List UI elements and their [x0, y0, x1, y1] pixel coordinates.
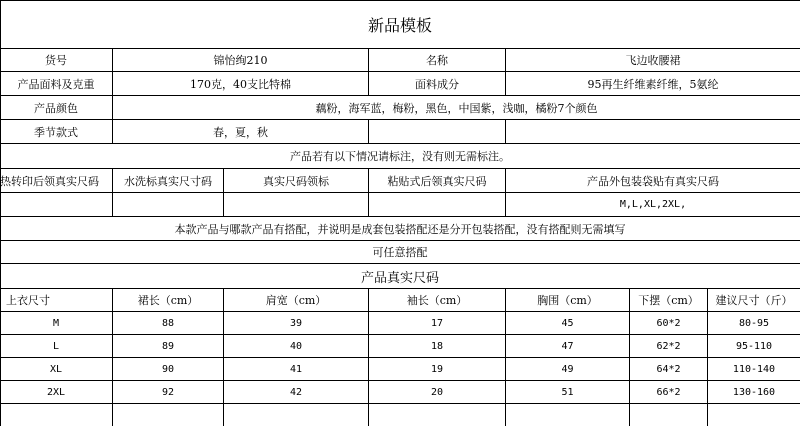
- size-row-2xl-bust: 51: [506, 381, 630, 404]
- size-row-2xl-skirt-length: 92: [113, 381, 224, 404]
- size-row-empty-bust: [506, 404, 630, 426]
- size-row-m-shoulder-width: 39: [224, 312, 369, 335]
- fabric-weight-label: 产品面料及克重: [0, 72, 113, 96]
- size-row-2xl-recommended-weight: 130-160: [708, 381, 800, 404]
- size-notice-col2: 水洗标真实尺寸码: [113, 169, 224, 193]
- fabric-weight-value: 170克，40支比特棉: [113, 72, 369, 96]
- size-row-m-bust: 45: [506, 312, 630, 335]
- matching-value: 可任意搭配: [0, 241, 800, 264]
- matching-note: 本款产品与哪款产品有搭配，并说明是成套包装搭配还是分开包装搭配，没有搭配则无需填写: [0, 217, 800, 241]
- size-row-empty-skirt-length: [113, 404, 224, 426]
- composition-value: 95再生纤维素纤维，5氨纶: [506, 72, 800, 96]
- size-row-xl-hem: 64*2: [630, 358, 708, 381]
- size-row-l-hem: 62*2: [630, 335, 708, 358]
- size-notice-val3: [224, 193, 369, 217]
- size-header-recommended-weight: 建议尺寸（斤）: [708, 289, 800, 312]
- size-row-m-recommended-weight: 80-95: [708, 312, 800, 335]
- season-value: 春，夏，秋: [113, 120, 369, 144]
- size-row-l-recommended-weight: 95-110: [708, 335, 800, 358]
- color-label: 产品颜色: [0, 96, 113, 120]
- size-notice-col5: 产品外包装袋贴有真实尺码: [506, 169, 800, 193]
- name-value: 飞边收腰裙: [506, 49, 800, 72]
- item-no-label: 货号: [0, 49, 113, 72]
- season-label: 季节款式: [0, 120, 113, 144]
- name-label: 名称: [369, 49, 506, 72]
- size-row-xl-skirt-length: 90: [113, 358, 224, 381]
- size-notice-val2: [113, 193, 224, 217]
- size-row-empty-recommended-weight: [708, 404, 800, 426]
- season-empty-2: [506, 120, 800, 144]
- item-no-value: 锦怡绚210: [113, 49, 369, 72]
- size-row-2xl-sleeve-length: 20: [369, 381, 506, 404]
- size-header-bust: 胸围（cm）: [506, 289, 630, 312]
- size-row-empty-sleeve-length: [369, 404, 506, 426]
- size-notice-col1: 热转印后领真实尺码: [0, 169, 113, 193]
- size-header-hem: 下摆（cm）: [630, 289, 708, 312]
- size-header-sleeve-length: 袖长（cm）: [369, 289, 506, 312]
- size-notice-col3: 真实尺码领标: [224, 169, 369, 193]
- size-row-2xl-size: 2XL: [0, 381, 113, 404]
- size-row-m-size: M: [0, 312, 113, 335]
- size-row-l-bust: 47: [506, 335, 630, 358]
- size-row-empty-size: [0, 404, 113, 426]
- size-row-l-sleeve-length: 18: [369, 335, 506, 358]
- size-notice-col5-value: M,L,XL,2XL,: [506, 193, 800, 217]
- size-row-m-sleeve-length: 17: [369, 312, 506, 335]
- size-row-xl-sleeve-length: 19: [369, 358, 506, 381]
- size-row-xl-shoulder-width: 41: [224, 358, 369, 381]
- size-row-xl-recommended-weight: 110-140: [708, 358, 800, 381]
- size-header-size: 上衣尺寸: [0, 289, 113, 312]
- size-row-m-hem: 60*2: [630, 312, 708, 335]
- composition-label: 面料成分: [369, 72, 506, 96]
- season-empty-1: [369, 120, 506, 144]
- size-notice-val1: [0, 193, 113, 217]
- size-notice-col4: 粘贴式后领真实尺码: [369, 169, 506, 193]
- size-row-l-size: L: [0, 335, 113, 358]
- size-row-m-skirt-length: 88: [113, 312, 224, 335]
- size-row-l-skirt-length: 89: [113, 335, 224, 358]
- size-row-2xl-hem: 66*2: [630, 381, 708, 404]
- size-header-shoulder-width: 肩宽（cm）: [224, 289, 369, 312]
- size-chart-title: 产品真实尺码: [0, 264, 800, 289]
- size-row-xl-size: XL: [0, 358, 113, 381]
- size-header-skirt-length: 裙长（cm）: [113, 289, 224, 312]
- color-value: 藕粉，海军蓝，梅粉，黑色，中国紫，浅咖，橘粉7个颜色: [113, 96, 800, 120]
- size-row-empty-shoulder-width: [224, 404, 369, 426]
- size-row-empty-hem: [630, 404, 708, 426]
- size-row-l-shoulder-width: 40: [224, 335, 369, 358]
- size-notice-note: 产品若有以下情况请标注，没有则无需标注。: [0, 144, 800, 169]
- size-row-2xl-shoulder-width: 42: [224, 381, 369, 404]
- page-title: 新品模板: [0, 0, 800, 49]
- size-notice-val4: [369, 193, 506, 217]
- size-row-xl-bust: 49: [506, 358, 630, 381]
